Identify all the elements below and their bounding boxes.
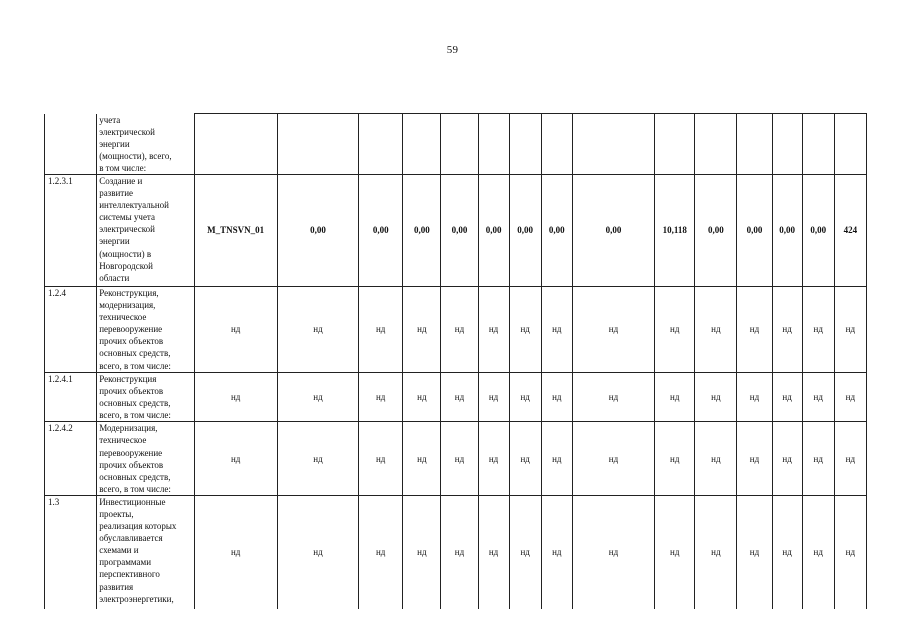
row-value-cell: нд bbox=[737, 422, 772, 496]
table-row bbox=[45, 114, 867, 175]
row-value-cell: нд bbox=[403, 286, 441, 372]
row-value-cell: нд bbox=[478, 495, 509, 609]
row-value-cell bbox=[737, 114, 772, 175]
row-value-cell: 0,00 bbox=[277, 174, 358, 286]
table-row bbox=[45, 286, 867, 372]
row-value-cell: нд bbox=[834, 372, 866, 421]
row-project-id bbox=[194, 114, 277, 175]
row-value-cell: 0,00 bbox=[359, 174, 403, 286]
row-value-cell bbox=[541, 114, 572, 175]
page-number: 59 bbox=[446, 44, 459, 56]
row-value-cell bbox=[277, 114, 358, 175]
row-project-id: нд bbox=[194, 286, 277, 372]
row-code: 1.3 bbox=[45, 495, 97, 609]
row-value-cell: нд bbox=[802, 495, 834, 609]
row-value-cell: 0,00 bbox=[478, 174, 509, 286]
row-value-cell: нд bbox=[277, 422, 358, 496]
row-value-cell: нд bbox=[802, 422, 834, 496]
row-code: 1.2.4 bbox=[45, 286, 97, 372]
row-code: 1.2.3.1 bbox=[45, 174, 97, 286]
row-value-cell: нд bbox=[441, 286, 478, 372]
row-code: 1.2.4.1 bbox=[45, 372, 97, 421]
row-value-cell bbox=[802, 114, 834, 175]
row-value-cell: нд bbox=[403, 495, 441, 609]
row-value-cell: 0,00 bbox=[403, 174, 441, 286]
row-value-cell bbox=[655, 114, 695, 175]
table-row bbox=[45, 174, 867, 286]
row-value-cell: 0,00 bbox=[441, 174, 478, 286]
row-value-cell: нд bbox=[509, 286, 541, 372]
row-value-cell: нд bbox=[772, 422, 802, 496]
row-value-cell: нд bbox=[772, 495, 802, 609]
row-value-cell: нд bbox=[802, 286, 834, 372]
row-value-cell: нд bbox=[478, 372, 509, 421]
row-value-cell: 0,00 bbox=[737, 174, 772, 286]
row-value-cell: нд bbox=[737, 495, 772, 609]
row-value-cell bbox=[834, 114, 866, 175]
row-value-cell: нд bbox=[359, 495, 403, 609]
table-row bbox=[45, 495, 867, 609]
row-name: учета электрической энергии (мощности), всего, в том числе: bbox=[97, 114, 194, 175]
row-value-cell: нд bbox=[541, 495, 572, 609]
row-value-cell: 0,00 bbox=[541, 174, 572, 286]
row-value-cell bbox=[509, 114, 541, 175]
row-value-cell: нд bbox=[509, 495, 541, 609]
row-value-cell: нд bbox=[509, 372, 541, 421]
table-row bbox=[45, 372, 867, 421]
row-value-cell: нд bbox=[655, 422, 695, 496]
row-name: Инвестиционные проекты, реализация которых обуславливается схемами и программами перспективного развития электроэнергетики, bbox=[97, 495, 194, 609]
row-value-cell: нд bbox=[403, 372, 441, 421]
row-value-cell: нд bbox=[772, 372, 802, 421]
row-value-cell: нд bbox=[695, 495, 737, 609]
investment-table bbox=[44, 113, 867, 609]
row-value-cell: нд bbox=[277, 372, 358, 421]
row-code bbox=[45, 114, 97, 175]
row-project-id: нд bbox=[194, 372, 277, 421]
row-project-id: нд bbox=[194, 495, 277, 609]
row-value-cell: нд bbox=[695, 286, 737, 372]
row-value-cell: нд bbox=[403, 422, 441, 496]
row-value-cell: 10,118 bbox=[655, 174, 695, 286]
row-value-cell: нд bbox=[737, 286, 772, 372]
row-value-cell: нд bbox=[478, 422, 509, 496]
row-value-cell: 0,00 bbox=[772, 174, 802, 286]
row-value-cell: нд bbox=[802, 372, 834, 421]
row-value-cell bbox=[772, 114, 802, 175]
row-value-cell: нд bbox=[441, 422, 478, 496]
row-value-cell: нд bbox=[277, 495, 358, 609]
row-value-cell: нд bbox=[572, 422, 654, 496]
row-value-cell: нд bbox=[772, 286, 802, 372]
row-value-cell bbox=[695, 114, 737, 175]
row-value-cell: нд bbox=[441, 495, 478, 609]
row-value-cell: нд bbox=[541, 422, 572, 496]
row-name: Создание и развитие интеллектуальной системы учета электрической энергии (мощности) в Новгородской области bbox=[97, 174, 194, 286]
row-value-cell bbox=[572, 114, 654, 175]
row-project-id: M_TNSVN_01 bbox=[194, 174, 277, 286]
row-value-cell: нд bbox=[695, 372, 737, 421]
row-value-cell: нд bbox=[834, 422, 866, 496]
row-value-cell: нд bbox=[834, 286, 866, 372]
row-value-cell: нд bbox=[359, 422, 403, 496]
row-value-cell bbox=[478, 114, 509, 175]
row-value-cell: 0,00 bbox=[695, 174, 737, 286]
row-name: Модернизация, техническое перевооружение прочих объектов основных средств, всего, в том числе: bbox=[97, 422, 194, 496]
row-value-cell: 0,00 bbox=[802, 174, 834, 286]
row-name: Реконструкция прочих объектов основных средств, всего, в том числе: bbox=[97, 372, 194, 421]
row-value-cell: нд bbox=[572, 372, 654, 421]
row-value-cell bbox=[359, 114, 403, 175]
row-value-cell: нд bbox=[572, 495, 654, 609]
row-value-cell: нд bbox=[572, 286, 654, 372]
table-body bbox=[45, 114, 867, 609]
row-value-cell: нд bbox=[695, 422, 737, 496]
row-value-cell: нд bbox=[541, 372, 572, 421]
row-value-cell: нд bbox=[359, 372, 403, 421]
row-value-cell: нд bbox=[478, 286, 509, 372]
row-value-cell: нд bbox=[277, 286, 358, 372]
row-value-cell bbox=[441, 114, 478, 175]
row-value-cell: нд bbox=[834, 495, 866, 609]
row-name: Реконструкция, модернизация, техническое перевооружение прочих объектов основных средств, всего, в том числе: bbox=[97, 286, 194, 372]
row-value-cell: нд bbox=[655, 495, 695, 609]
row-project-id: нд bbox=[194, 422, 277, 496]
row-value-cell: нд bbox=[655, 286, 695, 372]
row-value-cell: нд bbox=[441, 372, 478, 421]
row-value-cell bbox=[403, 114, 441, 175]
row-value-cell: 424 bbox=[834, 174, 866, 286]
table-row bbox=[45, 422, 867, 496]
row-value-cell: нд bbox=[509, 422, 541, 496]
row-value-cell: нд bbox=[359, 286, 403, 372]
row-value-cell: нд bbox=[541, 286, 572, 372]
row-value-cell: нд bbox=[737, 372, 772, 421]
row-value-cell: 0,00 bbox=[572, 174, 654, 286]
row-code: 1.2.4.2 bbox=[45, 422, 97, 496]
row-value-cell: нд bbox=[655, 372, 695, 421]
row-value-cell: 0,00 bbox=[509, 174, 541, 286]
